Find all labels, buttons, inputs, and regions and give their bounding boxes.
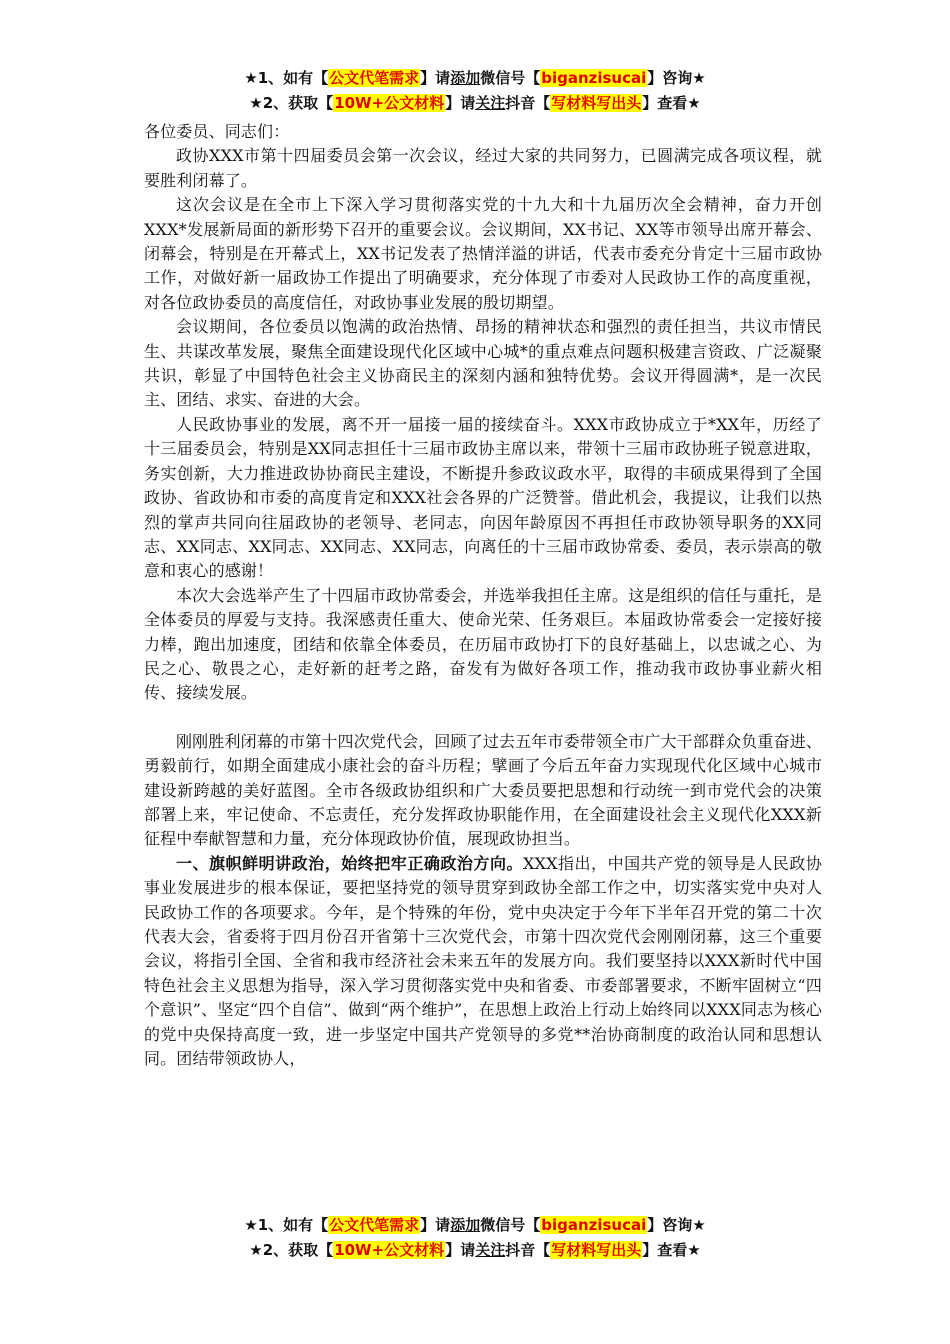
banner-text: 】请 [420, 1216, 451, 1234]
highlight-tag: 写材料写出头 [551, 94, 642, 112]
banner-text: 】查看★ [642, 94, 701, 112]
paragraph-text: XXX指出，中国共产党的领导是人民政协事业发展进步的根本保证，要把坚持党的领导贯穿到政协全部工作之中，切实落实党中央对人民政协工作的各项要求。今年，是个特殊的年份，党中央决定于今年下半年召开党的第二十次代表大会，省委将于四月份召开省第十三次党代会，市第十四次党代会刚刚闭幕，这三个重要会议，将指引全国、全省和我市经济社会未来五年的发展方向。我们要坚持以XXX新时代中国特色社会主义思想为指导，深入学习贯彻落实党中央和省委、市委部署要求，不断牢固树立“四个意识”、坚定“四个自信”、做到“两个维护”，在思想上政治上行动上始终同以XXX同志为核心的党中央保持高度一致，进一步坚定中国共产党领导的多党**治协商制度的政治认同和思想认同。团结带领政协人， [144, 853, 822, 1069]
paragraph-with-heading [144, 852, 822, 1072]
underlined-text: 添加 [450, 69, 481, 87]
top-banner [0, 66, 950, 116]
banner-text: ★1、如有【 [244, 1216, 329, 1234]
paragraph-gap [144, 706, 822, 730]
banner-text: 】请 [445, 94, 476, 112]
section-heading: 一、旗帜鲜明讲政治，始终把牢正确政治方向。 [176, 853, 523, 873]
underlined-text: 关注 [475, 94, 506, 112]
highlight-tag: biganzisucai [541, 69, 647, 87]
banner-text: 】查看★ [642, 1241, 701, 1259]
banner-line-2 [0, 91, 950, 116]
highlight-tag: 写材料写出头 [551, 1241, 642, 1259]
banner-text: ★1、如有【 [244, 69, 329, 87]
banner-text: 】咨询★ [647, 69, 706, 87]
banner-line-1 [0, 1213, 950, 1238]
banner-text: 】请 [445, 1241, 476, 1259]
underlined-text: 关注 [475, 1241, 506, 1259]
paragraph: 这次会议是在全市上下深入学习贯彻落实党的十九大和十九届历次全会精神，奋力开创XXX*发展新局面的新形势下召开的重要会议。会议期间，XX书记、XX等市领导出席开幕会、闭幕会，特别是在开幕式上，XX书记发表了热情洋溢的讲话，代表市委充分肯定十三届市政协工作，对做好新一届政协工作提出了明确要求，充分体现了市委对人民政协工作的高度重视，对各位政协委员的高度信任，对政协事业发展的殷切期望。 [144, 195, 822, 312]
paragraph: 会议期间，各位委员以饱满的政治热情、昂扬的精神状态和强烈的责任担当，共议市情民生、共谋改革发展，聚焦全面建设现代化区域中心城*的重点难点问题积极建言资政、广泛凝聚共识，彰显了中国特色社会主义协商民主的深刻内涵和独特优势。会议开得圆满*，是一次民主、团结、求实、奋进的大会。 [144, 317, 822, 410]
highlight-tag: 公文代笔需求 [329, 69, 420, 87]
banner-text: 微信号【 [480, 1216, 541, 1234]
salutation: 各位委员、同志们： [144, 122, 290, 141]
underlined-text: 添加 [450, 1216, 481, 1234]
banner-text: ★2、获取【 [249, 1241, 334, 1259]
paragraph: 本次大会选举产生了十四届市政协常委会，并选举我担任主席。这是组织的信任与重托，是全体委员的厚爱与支持。我深感责任重大、使命光荣、任务艰巨。本届政协常委会一定接好接力棒，跑出加速度，团结和依靠全体委员，在历届市政协打下的良好基础上，以忠诚之心、为民之心、敬畏之心，走好新的赶考之路，奋发有为做好各项工作，推动我市政协事业薪火相传、接续发展。 [144, 585, 823, 703]
highlight-tag: 10W+公文材料 [334, 1241, 445, 1259]
paragraph: 人民政协事业的发展，离不开一届接一届的接续奋斗。XXX市政协成立于*XX年，历经了十三届委员会，特别是XX同志担任十三届市政协主席以来，带领十三届市政协班子锐意进取，务实创新，大力推进政协协商民主建设，不断提升参政议政水平，取得的丰硕成果得到了全国政协、省政协和市委的高度肯定和XXX社会各界的广泛赞誉。借此机会，我提议，让我们以热烈的掌声共同向往届政协的老领导、老同志，向因年龄原因不再担任市政协领导职务的XX同志、XX同志、XX同志、XX同志、XX同志，向离任的十三届市政协常委、委员，表示崇高的敬意和衷心的感谢！ [144, 414, 822, 581]
banner-text: 抖音【 [505, 94, 551, 112]
banner-line-1 [0, 66, 950, 91]
highlight-tag: 10W+公文材料 [334, 94, 445, 112]
banner-line-2 [0, 1238, 950, 1263]
banner-text: ★2、获取【 [249, 94, 334, 112]
highlight-tag: 公文代笔需求 [329, 1216, 420, 1234]
bottom-banner [0, 1213, 950, 1263]
banner-text: 微信号【 [480, 69, 541, 87]
banner-text: 抖音【 [505, 1241, 551, 1259]
paragraph: 刚刚胜利闭幕的市第十四次党代会，回顾了过去五年市委带领全市广大干部群众负重奋进、勇毅前行，如期全面建成小康社会的奋斗历程；擘画了今后五年奋力实现现代化区域中心城市建设新跨越的美好蓝图。全市各级政协组织和广大委员要把思想和行动统一到市党代会的决策部署上来，牢记使命、不忘责任，充分发挥政协职能作用，在全面建设社会主义现代化XXX新征程中奉献智慧和力量，充分体现政协价值，展现政协担当。 [144, 731, 823, 849]
banner-text: 】请 [420, 69, 451, 87]
paragraph: 政协XXX市第十四届委员会第一次会议，经过大家的共同努力，已圆满完成各项议程，就要胜利闭幕了。 [144, 146, 822, 190]
highlight-tag: biganzisucai [541, 1216, 647, 1234]
banner-text: 】咨询★ [647, 1216, 706, 1234]
document-body [144, 120, 822, 1071]
